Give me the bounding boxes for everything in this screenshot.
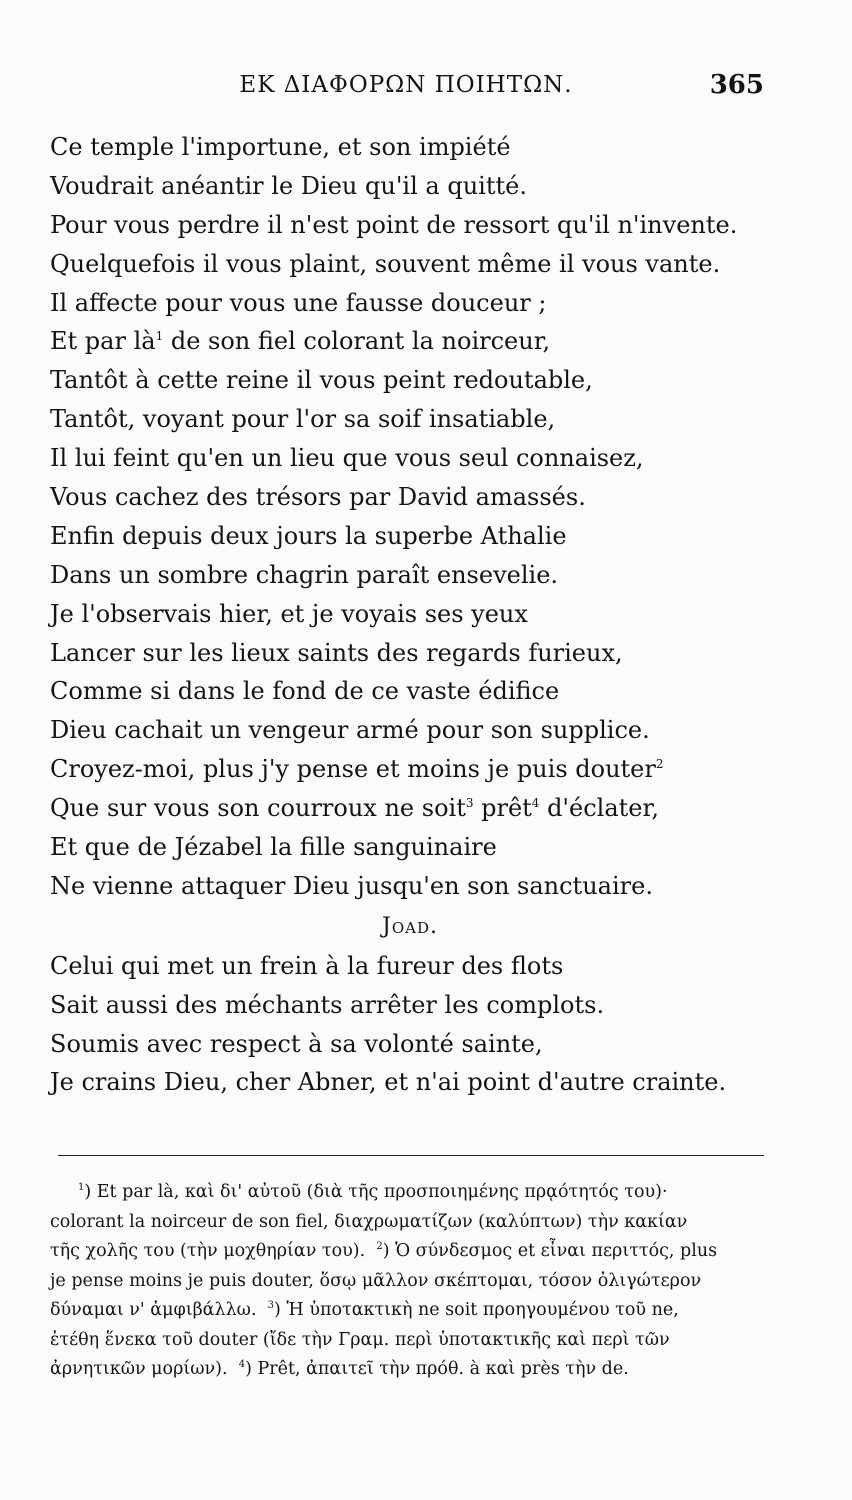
footnote-line bbox=[50, 1267, 766, 1297]
footnote-line bbox=[50, 1355, 766, 1385]
footnote-text: je pense moins je puis douter, ὅσῳ μᾶλλον σκέπτομαι, τόσον ὀλιγώτερον bbox=[50, 1270, 702, 1291]
verse-line: Quelquefois il vous plaint, souvent même il vous vante. bbox=[50, 249, 721, 278]
page-number: 365 bbox=[709, 70, 764, 100]
verse-line: Sait aussi des méchants arrêter les complots. bbox=[50, 990, 605, 1019]
verse-line: Tantôt, voyant pour l'or sa soif insatiable, bbox=[50, 405, 556, 434]
verse-line bbox=[50, 789, 770, 828]
footnote-number: 2 bbox=[376, 1241, 383, 1253]
footnote-number: 1 bbox=[78, 1182, 85, 1194]
running-title: ΕΚ ΔΙΑΦΟΡΩΝ ΠΟΙΗΤΩΝ. bbox=[239, 72, 573, 98]
verse-line: Tantôt à cette reine il vous peint redoutable, bbox=[50, 366, 593, 395]
verse-line: Lancer sur les lieux saints des regards furieux, bbox=[50, 638, 623, 667]
page-header bbox=[48, 72, 764, 108]
verse-line: Il lui feint qu'en un lieu que vous seul connaisez, bbox=[50, 444, 644, 473]
footnote-text: τῆς χολῆς του (τὴν μοχθηρίαν του). bbox=[50, 1241, 366, 1261]
footnote-marker: 2 bbox=[655, 757, 664, 772]
footnote-marker: 1 bbox=[155, 329, 164, 344]
verse-line bbox=[50, 322, 770, 361]
footnote-divider bbox=[58, 1155, 764, 1156]
footnote-text: ) Ἡ ὑποτακτικὴ ne soit προηγουμένου τοῦ ne, bbox=[274, 1300, 679, 1320]
footnote-line bbox=[50, 1326, 766, 1356]
footnote-text: ἀρνητικῶν μορίων). bbox=[50, 1359, 228, 1379]
speaker-name: Joad. bbox=[382, 913, 438, 939]
verse-line: Dieu cachait un vengeur armé pour son supplice. bbox=[50, 716, 650, 745]
verse-text: d'éclater, bbox=[539, 794, 659, 823]
verse-line: Ne vienne attaquer Dieu jusqu'en son sanctuaire. bbox=[50, 871, 653, 900]
verse-line: Je l'observais hier, et je voyais ses yeux bbox=[50, 599, 528, 628]
footnote-number: 3 bbox=[267, 1300, 275, 1312]
footnote-text: δύναμαι ν' ἀμφιβάλλω. bbox=[50, 1300, 257, 1320]
verse-line: Et que de Jézabel la fille sanguinaire bbox=[50, 833, 497, 862]
footnote-line bbox=[50, 1296, 766, 1326]
footnote-marker: 3 bbox=[465, 796, 474, 811]
footnote-text: ἐτέθη ἕνεκα τοῦ douter (ἴδε τὴν Γραμ. περὶ ὑποτακτικῆς καὶ περὶ τῶν bbox=[50, 1329, 670, 1350]
footnote-text: ) Ὁ σύνδεσμος et εἶναι περιττός, plus bbox=[382, 1241, 718, 1261]
verse-line: Soumis avec respect à sa volonté sainte, bbox=[50, 1029, 543, 1058]
verse-text: Que sur vous son courroux ne soit bbox=[50, 794, 466, 823]
verse-text: prêt bbox=[473, 794, 532, 823]
verse-line: Pour vous perdre il n'est point de ressort qu'il n'invente. bbox=[50, 210, 738, 239]
verse-line: Celui qui met un frein à la fureur des flots bbox=[50, 951, 564, 980]
footnote-text: colorant la noirceur de son fiel, διαχρωματίζων (καλύπτων) τὴν κακίαν bbox=[50, 1211, 688, 1232]
footnote-number: 4 bbox=[238, 1359, 246, 1371]
footnote-marker: 4 bbox=[531, 796, 540, 811]
footnotes bbox=[50, 1178, 766, 1385]
footnote-text: ) Prêt, ἀπαιτεῖ τὴν πρόθ. à καὶ près τὴν de. bbox=[245, 1359, 629, 1379]
footnote-line bbox=[50, 1178, 766, 1208]
verse-text: de son fiel colorant la noirceur, bbox=[163, 327, 551, 356]
verse-line bbox=[50, 750, 770, 789]
verse-line: Il affecte pour vous une fausse douceur ; bbox=[50, 288, 547, 317]
footnote-line bbox=[50, 1237, 766, 1267]
verse-line: Dans un sombre chagrin paraît ensevelie. bbox=[50, 560, 559, 589]
verse-line: Vous cachez des trésors par David amassés. bbox=[50, 483, 586, 512]
verse-line: Je crains Dieu, cher Abner, et n'ai point d'autre crainte. bbox=[50, 1068, 727, 1097]
verse-line: Voudrait anéantir le Dieu qu'il a quitté. bbox=[50, 171, 527, 200]
verse-text: Et par là bbox=[50, 327, 156, 356]
footnote-text: ) Et par là, καὶ δι' αὐτοῦ (διὰ τῆς προσποιημένης πρᾳότητός του)· bbox=[84, 1182, 668, 1202]
verse-line: Enfin depuis deux jours la superbe Athalie bbox=[50, 521, 567, 550]
footnote-line bbox=[50, 1208, 766, 1238]
verse-block bbox=[50, 128, 770, 1102]
verse-line: Ce temple l'importune, et son impiété bbox=[50, 133, 511, 161]
verse-line: Comme si dans le fond de ce vaste édifice bbox=[50, 677, 560, 706]
verse-text: Croyez-moi, plus j'y pense et moins je puis douter bbox=[50, 755, 656, 784]
